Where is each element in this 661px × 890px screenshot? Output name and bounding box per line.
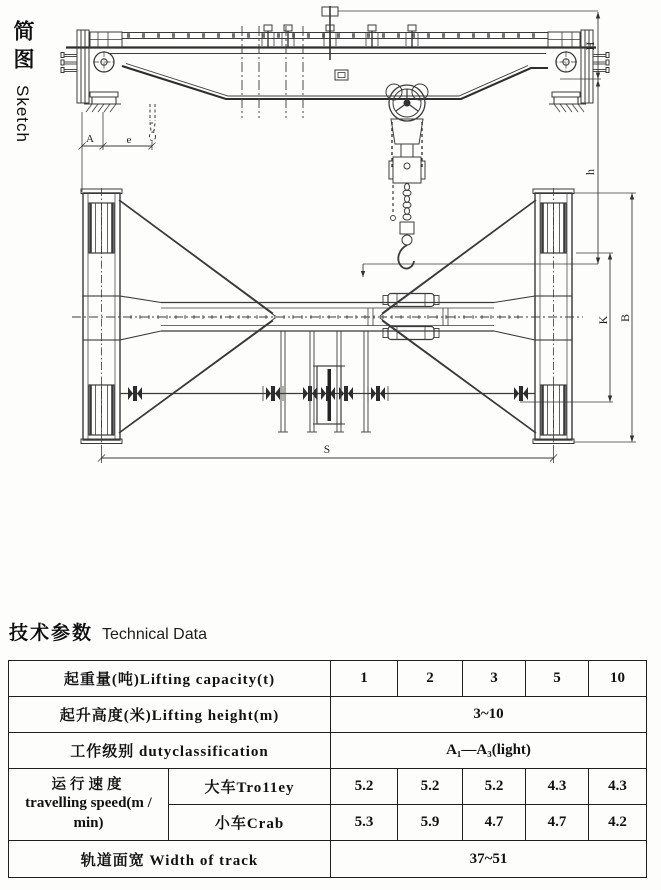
lifting-height-value: 3~10 <box>331 697 647 733</box>
capacity-value: 1 <box>331 661 398 697</box>
crab-speed-value: 5.3 <box>331 805 398 841</box>
sketch-label-zh: 简图 <box>11 20 34 76</box>
sketch-label-en: Sketch <box>13 85 32 143</box>
trolley-row-label: 大车Tro11ey <box>169 769 331 805</box>
crab-speed-value: 5.9 <box>398 805 463 841</box>
technical-data-table <box>8 660 647 878</box>
crab-speed-value: 4.2 <box>589 805 647 841</box>
capacity-value: 10 <box>589 661 647 697</box>
technical-data-heading-zh: 技术参数 <box>9 623 94 644</box>
crab-row-label: 小车Crab <box>169 805 331 841</box>
crab-speed-value: 4.7 <box>526 805 589 841</box>
travelling-speed-label-zh: 运行速度 <box>51 776 126 793</box>
technical-data-heading <box>9 618 207 645</box>
table-row <box>9 733 647 769</box>
trolley-speed-value: 5.2 <box>331 769 398 805</box>
capacity-row-label: 起重量(吨)Lifting capacity(t) <box>9 661 331 697</box>
capacity-value: 5 <box>526 661 589 697</box>
crab-speed-value: 4.7 <box>463 805 526 841</box>
dim-label-B: B <box>618 313 632 323</box>
table-row <box>9 769 647 805</box>
capacity-value: 3 <box>463 661 526 697</box>
dim-label-S: S <box>323 444 331 456</box>
technical-data-heading-en: Technical Data <box>102 626 207 643</box>
track-width-value: 37~51 <box>331 841 647 878</box>
dim-label-H: H <box>583 41 597 51</box>
travelling-speed-label-en: travelling speed(m / min) <box>25 795 152 831</box>
track-width-row-label: 轨道面宽 Width of track <box>9 841 331 878</box>
dim-label-h: h <box>583 169 597 175</box>
trolley-speed-value: 4.3 <box>526 769 589 805</box>
travelling-speed-row-label <box>9 769 169 841</box>
dim-label-K: K <box>596 315 610 325</box>
table-row <box>9 841 647 878</box>
table-row <box>9 661 647 697</box>
table-row <box>9 697 647 733</box>
lifting-height-row-label: 起升高度(米)Lifting height(m) <box>9 697 331 733</box>
duty-classification-row-label: 工作级别 dutyclassification <box>9 733 331 769</box>
trolley-speed-value: 5.2 <box>398 769 463 805</box>
dim-label-A: A <box>86 133 94 145</box>
capacity-value: 2 <box>398 661 463 697</box>
dim-label-e: e <box>126 134 132 146</box>
trolley-speed-value: 4.3 <box>589 769 647 805</box>
trolley-speed-value: 5.2 <box>463 769 526 805</box>
duty-classification-value: A₁—A₃(light) <box>331 733 647 769</box>
